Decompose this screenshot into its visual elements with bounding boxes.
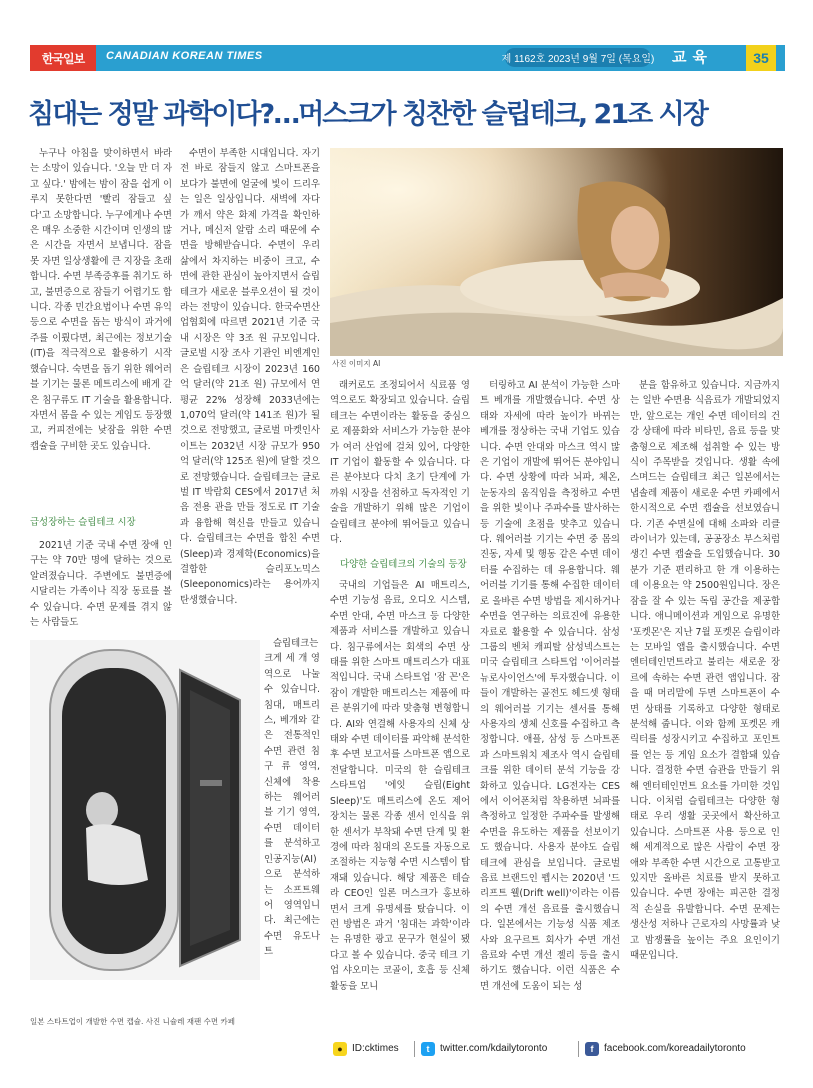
column3-paragraph: 래커로도 조정되어서 식료품 영역으로도 확장되고 있습니다. 슬립테크는 수면이라는 활동을 중심으로 제품화와 서비스가 가능한 분야가 여러 산업에 걸쳐 있어, 다양한 IT 기업이 활동할 수 있습니다. 다른 분야보다 다치 초기 단계에 가까워 시장을 선점하고 독자적인 기술을 개발하기 위해 많은 기업이 슬립테크 분야에 뛰어들고 있습니다. bbox=[330, 380, 470, 546]
photo2-caption: 일본 스타트업이 개발한 수면 캡슐. 사진 니슐레 재팬 수면 카페 bbox=[30, 1017, 235, 1026]
facebook-icon: f bbox=[585, 1042, 599, 1056]
article-photo-sleep-capsule bbox=[30, 640, 260, 980]
article-photo-woman-in-bed bbox=[330, 148, 783, 356]
footer-separator bbox=[414, 1041, 415, 1057]
article-column-1b bbox=[30, 538, 172, 634]
photo-illustration bbox=[330, 148, 783, 356]
article-column-3 bbox=[330, 378, 470, 546]
sleep-capsule-illustration bbox=[30, 640, 260, 980]
column2-paragraph: 수면이 부족한 시대입니다. 자기 전 바로 잠들지 않고 스마트폰을 보다가 불면에 얼굴에 빛이 드리우는 일은 일상입니다. 새벽에 자다가 깨서 약은 화제 가격을 확인하거나, 메신저 알람 소리 때문에 수면을 방해받습니다. 수면이 우리 삶에서 차지하는 비중이 크고, 수면에 관한 관심이 높아지면서 슬립테크가 새로운 블루오션이 될 것이라는 전망이 있습니다. 한국수면산업협회에 따르면 2021년 기준 국내 시장은 약 3조 원 규모입니다. 글로벌 시장 조사 기관인 비엔계인은 슬립테크 시장이 2023년 160억 달러(약 21조 원) 규모에서 연평균 22% 성장해 2033년에는 1,070억 달러(약 141조 원)가 될 것으로 전망했고, 글로벌 마켓인사이트는 2032년 시장 규모가 950억 달러(약 125조 원)에 달할 것으로 전망했습니다. 슬립테크는 글로벌 IT 박람회 CES에서 2017년 처음 전용 관을 만들 정도로 IT 기술과 융합해 혁신을 만들고 있습니다. 슬립테크는 수면을 합친 수면(Sleep)과 경제학(Economics)을 결합한 슬리포노믹스(Sleeponomics)라는 용어까지 탄생했습니다. bbox=[180, 148, 320, 606]
footer-twitter-link[interactable]: twitter.com/kdailytoronto bbox=[440, 1043, 548, 1054]
column3b-paragraph: 국내의 기업들은 AI 매트리스, 수면 기능성 음료, 오디오 시스템, 수면 안대, 수면 마스크 등 다양한 제품과 서비스를 개발하고 있습니다. 침구류에서는 회색의 수면 상태를 위한 스마트 매트리스가 대표적입니다. 국내 스타트업 '잠 꼰'은 잠이 개발한 매트리스는 제품에 따른 분위기에 따라 맞춤형 변형합니다. AI와 연결해 사용자의 신체 상태와 수면 데이터를 파악해 분석한 후 수면 보고서를 스마트폰 앱으로 전달합니다. 미국의 한 슬립테크 스타트업 '에잇 슬립(Eight Sleep)'도 매트리스에 온도 제어 장치는 물론 각종 센서 인식을 위한 센서가 부착돼 수면 단계 및 환경에 따라 침대의 온도를 자동으로 조절하는 지능형 수면 시스템이 탑재돼 있습니다. 해당 제품은 테슬라 CEO인 일론 머스크가 홍보하면서 크게 유명세를 탔습니다. 이런 방법은 과거 '침대는 과학'이라는 유명한 광고 문구가 현실이 됐다고 볼 수 있습니다. 중국 테크 기업 샤오미는 코골이, 호흡 등 신체 활동을 모니 bbox=[330, 580, 470, 992]
column1-paragraph: 누구나 아침을 맞이하면서 바라는 소망이 있습니다. '오늘 만 더 자고 싶다.' 밤에는 밤이 잠을 쉽게 이루지 못한다면 '빨리 잠들고 싶다'고 소망합니다. 누구에게나 수면은 매우 소중한 시간이며 인생의 많은 시간을 자면서 보냅니다. 잠을 못 자면 일상생활에 큰 지장을 초래합니다. 수면 부족증후를 취기도 하고, 불면증으로 잠들기 어렵기도 합니다. 각종 민간요법이나 수면 유익 등으로 수면을 돕는 방식이 과거에 주를 이뤘다면, 최근에는 정보기술(IT)을 적극적으로 활용하기 시작했습니다. 숙면을 돕기 위한 웨어러블 기기는 물론 메트리스에 배게 같은 침구류도 IT 기술을 활용합니다. 자면서 몸을 수 있는 게임도 등장했고, 커피전에는 낮잠을 위한 수면 캡슐을 구비한 곳도 있습니다. bbox=[30, 148, 172, 452]
footer-kakao-id[interactable]: ID:cktimes bbox=[352, 1043, 399, 1054]
newspaper-logo: 한국일보 bbox=[30, 45, 96, 71]
footer-separator bbox=[578, 1041, 579, 1057]
column2b-paragraph: 슬립테크는 크게 세 개 영역으로 나눌 수 있습니다. 침대, 매트리스, 베개와 같은 전통적인 수면 관련 침구 류 영역, 신체에 착용하는 웨어러블 기기 영역, 수면 데이터를 분석하고 인공지능(AI)으로 분석하는 소프트웨어 영역입니다. 최근에는 수면 유도나 트 bbox=[264, 638, 320, 958]
article-column-2 bbox=[180, 146, 320, 632]
column1b-paragraph: 2021년 기준 국내 수면 장애 인구는 약 70만 명에 달하는 것으로 알려졌습니다. 주변에도 불면증에 시달리는 가족이나 직장 동료를 볼 수 있습니다. 수면 문제를 겪지 않는 사람들도 bbox=[30, 540, 172, 629]
article-headline: 침대는 정말 과학이다?…머스크가 칭찬한 슬립테크, 21조 시장 bbox=[28, 99, 707, 130]
issue-date-badge: 제 1162호 2023년 9월 7일 (목요일) bbox=[505, 48, 651, 67]
kakao-talk-icon: ● bbox=[333, 1042, 347, 1056]
footer-facebook-link[interactable]: facebook.com/koreadailytoronto bbox=[604, 1043, 746, 1054]
page-number: 35 bbox=[746, 45, 776, 71]
article-column-2b bbox=[264, 636, 320, 1020]
article-column-1 bbox=[30, 146, 172, 508]
column5-paragraph: 분을 함유하고 있습니다. 지금까지는 일반 수면용 식음료가 개발되었지만, 앞으로는 개인 수면 데이터의 건강 상태에 따라 비타민, 음료 등을 맞춤형으로 제조해 섭취할 수 있는 방식이 주목받을 것입니다. 생활 속에 스며드는 슬립테크 최근 일본에서는 냅솔레 제품이 새로운 수면 카페에서 한시적으로 수면 캡슐을 선보였습니다. 기존 수면실에 대해 소파와 리클라이너가 있는데, 공공장소 부스처럼 생긴 수면 캡슐을 도입했습니다. 30분가 기준 편리하고 한 개 이용하는데 이용요는 약 2500원입니다. 장은 잠을 잘 수 있는 독립 공간을 제공합니다. 애니메이션과 게임으로 유명한 '포켓몬'은 지난 7월 포켓몬 슬립이라는 모바일 앱을 출시했습니다. 수면 엔터테인먼트라고 불리는 새로운 장르에 속하는 수면 관련 앱입니다. 잠을 때 머리맡에 두면 스마트폰이 수면 상태를 기록하고 다양한 형태로 분석해 줍니다. 이와 함께 포켓몬 캐릭터를 성장시키고 수집하고 포인트를 얻는 등 게임 요소가 결합돼 있습니다. 결정한 수면 습관을 만들기 위해 엔터테인먼트 요소를 가미한 것입니다. 이처럼 슬립테크는 다양한 형태로 우리 생활 곳곳에서 확산하고 있습니다. 스마트폰 사용 등으로 인해 세계적으로 많은 사람이 수면 장애와 부족한 수면 시간으로 고통받고 있지만 올바른 치료를 받지 못하고 있습니다. 수면 장애는 피곤한 결정적 손실을 유발합니다. 수면 문제는 생산성 저하나 근로자의 사망률과 낮고 밤쟁률을 높이는 주요 요인이기 때문입니다. bbox=[630, 380, 780, 962]
section-title: 교육 bbox=[672, 48, 713, 66]
article-column-5 bbox=[630, 378, 780, 1026]
subheading-growing-market: 급성장하는 슬립테크 시장 bbox=[30, 517, 136, 528]
article-column-4 bbox=[480, 378, 620, 1026]
subheading-various-tech: 다양한 슬립테크의 기술의 등장 bbox=[340, 559, 467, 570]
column4-paragraph: 터링하고 AI 분석이 가능한 스마트 베개를 개발했습니다. 수면 상태와 자세에 따라 높이가 바뀌는 베개를 정상하는 국내 기업도 있습니다. 수면 안대와 마스크 역시 많은 기업이 개발에 뛰어든 분야입니다. 수면 상황에 따라 뇌파, 체온, 눈동자의 움직임을 측정하고 수면을 위한 빛이나 주파수를 발사하는 등 기술에 초점을 맞추고 있습니다. 웨어러블 기기는 수면 중 몸의 진동, 자세 및 행동 같은 수면 데이터를 수집하는 데 유용합니다. 웨어러블 기기를 통해 수집한 데이터로 올바른 수면 방법을 제시하거나 수면을 연구하는 의료진에 유용한 자료로 활용할 수 있습니다. 삼성그룹의 벤처 캐피탈 삼성넥스트는 미국 슬립테크 스타트업 '이어러블 뉴로사이언스'에 투자했습니다. 이들이 개발하는 골전도 헤드셋 형태의 웨어러블 기기는 센서를 통해 사용자의 생체 신호를 수집하고 측정합니다. 애플, 삼성 등 스마트폰과 스마트워치 제조사 역시 슬립테크를 위한 데이터 분석 기능을 강화하고 있습니다. LG전자는 CES에서 이어폰처럼 착용하면 뇌파를 측정하고 일정한 주파수를 발생해 수면을 유도하는 제품을 선보이기도 했습니다. 사용자 분야도 슬립테크에 관심을 보입니다. 글로벌 음료 브랜드인 펩시는 2020년 '드리프트 웰(Drift well)'이라는 이름의 수면 개선 음료를 출시했습니다. 일본에서는 기능성 식품 제조사와 요구르트 회사가 수면 개선 음료와 수면 개선 젤리 등을 출시하기도 했습니다. 이런 식품은 수면 개선에 도움이 되는 성 bbox=[480, 380, 620, 992]
photo1-caption: 사진 이미지 AI bbox=[332, 359, 381, 368]
article-column-3b bbox=[330, 578, 470, 1026]
publication-name: CANADIAN KOREAN TIMES bbox=[106, 50, 263, 62]
twitter-icon: t bbox=[421, 1042, 435, 1056]
